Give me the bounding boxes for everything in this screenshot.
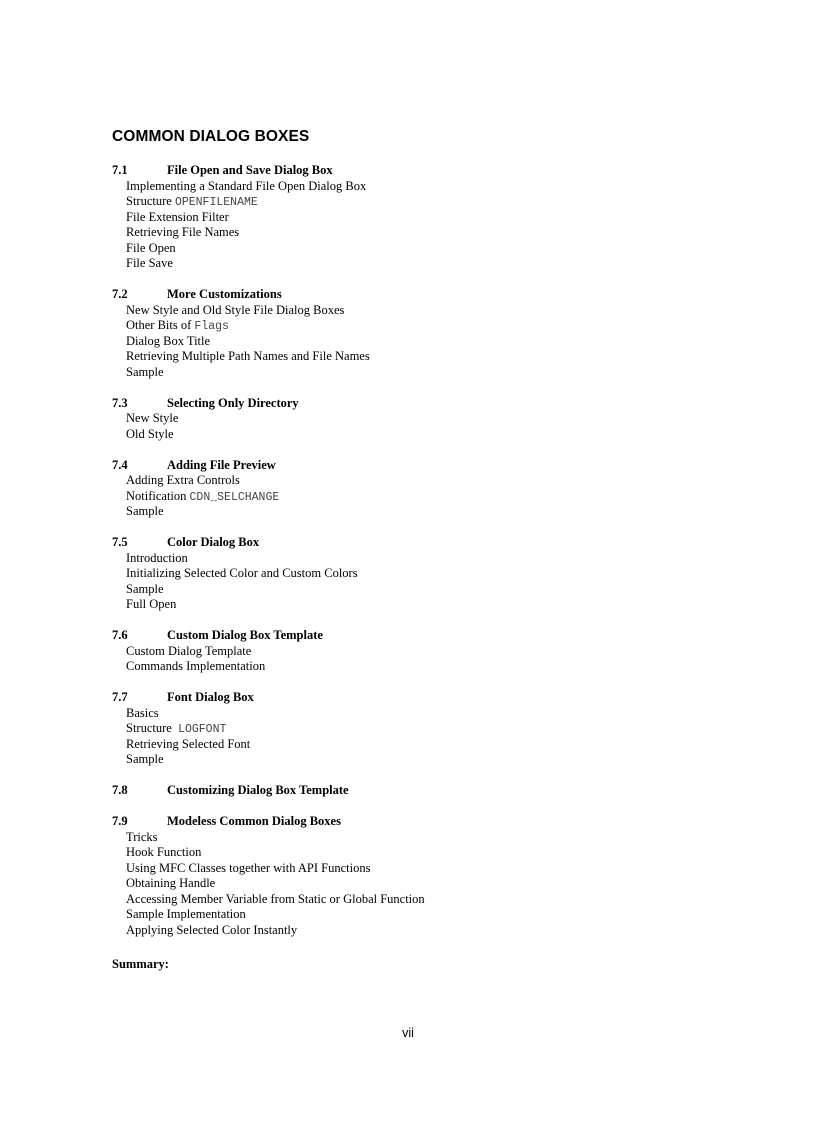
section-number: 7.9 <box>112 814 128 828</box>
subsection-item <box>126 256 712 272</box>
subsection-text: Using MFC Classes together with API Functions <box>126 860 371 875</box>
section-heading <box>112 814 712 830</box>
subsection-text: Sample <box>126 752 164 766</box>
subsection-text: Other Bits of <box>126 318 195 332</box>
subsection-text: Sample <box>126 364 164 379</box>
subsection-text: Applying Selected Color Instantly <box>126 922 298 937</box>
subsection-item <box>126 892 712 908</box>
subsection-text: Sample <box>126 581 164 596</box>
subsection-text: Initializing Selected Color and Custom Colors <box>126 566 358 580</box>
subsection-item <box>126 597 712 613</box>
subsection-item <box>126 210 712 226</box>
subsection-list <box>112 303 712 381</box>
section-title: Adding File Preview <box>167 457 276 472</box>
subsection-text: Custom Dialog Template <box>126 643 252 658</box>
subsection-item <box>126 194 712 210</box>
subsection-item <box>126 845 712 861</box>
section-title: File Open and Save Dialog Box <box>167 163 333 177</box>
subsection-item <box>126 504 712 520</box>
section-number: 7.8 <box>112 783 128 797</box>
subsection-item <box>126 582 712 598</box>
section-title: Color Dialog Box <box>167 535 260 549</box>
subsection-text: Retrieving Selected Font <box>126 736 251 751</box>
subsection-item <box>126 907 712 923</box>
subsection-item <box>126 876 712 892</box>
subsection-item <box>126 923 712 939</box>
section-number: 7.5 <box>112 535 128 549</box>
toc-section <box>112 163 712 272</box>
section-title: More Customizations <box>167 287 282 301</box>
section-heading <box>112 535 712 551</box>
toc-section <box>112 287 712 380</box>
subsection-text: Sample Implementation <box>126 907 246 921</box>
subsection-item <box>126 489 712 505</box>
subsection-item <box>126 644 712 660</box>
subsection-text: Commands Implementation <box>126 659 266 673</box>
subsection-item <box>126 752 712 768</box>
section-heading <box>112 783 712 799</box>
section-heading <box>112 396 712 412</box>
subsection-text: Notification <box>126 488 190 503</box>
subsection-item <box>126 179 712 195</box>
subsection-text: Adding Extra Controls <box>126 473 240 487</box>
section-number: 7.4 <box>112 457 128 472</box>
section-title: Selecting Only Directory <box>167 395 299 410</box>
subsection-item <box>126 737 712 753</box>
subsection-text: Introduction <box>126 550 188 565</box>
subsection-item <box>126 659 712 675</box>
subsection-item <box>126 566 712 582</box>
section-number: 7.3 <box>112 395 128 410</box>
subsection-item <box>126 334 712 350</box>
toc-section <box>112 814 712 938</box>
subsection-text: Sample <box>126 504 164 518</box>
section-title: Custom Dialog Box Template <box>167 628 323 642</box>
subsection-item <box>126 427 712 443</box>
section-number: 7.1 <box>112 163 128 177</box>
subsection-item <box>126 721 712 737</box>
code-identifier: Flags <box>194 320 229 333</box>
subsection-text: Structure <box>126 194 175 208</box>
chapter-title: COMMON DIALOG BOXES <box>112 128 310 145</box>
subsection-item <box>126 241 712 257</box>
toc-section <box>112 396 712 443</box>
subsection-item <box>126 318 712 334</box>
toc-section <box>112 628 712 675</box>
code-identifier: CDN_SELCHANGE <box>189 490 280 504</box>
subsection-text: File Extension Filter <box>126 209 229 224</box>
subsection-text: Dialog Box Title <box>126 333 211 348</box>
subsection-text: New Style <box>126 411 179 425</box>
section-number: 7.6 <box>112 628 128 642</box>
subsection-list <box>112 411 712 442</box>
subsection-item <box>126 303 712 319</box>
subsection-item <box>126 365 712 381</box>
subsection-item <box>126 551 712 567</box>
subsection-list <box>112 706 712 768</box>
subsection-item <box>126 349 712 365</box>
toc-section <box>112 535 712 613</box>
subsection-text: Obtaining Handle <box>126 876 216 890</box>
subsection-list <box>112 644 712 675</box>
summary-heading: Summary: <box>112 957 169 971</box>
code-identifier: LOGFONT <box>178 723 227 736</box>
subsection-text: Retrieving Multiple Path Names and File Names <box>126 349 370 363</box>
subsection-list <box>112 551 712 613</box>
section-title: Modeless Common Dialog Boxes <box>167 814 341 828</box>
subsection-list <box>112 179 712 272</box>
subsection-text: File Open <box>126 240 176 255</box>
subsection-text: Hook Function <box>126 845 202 859</box>
subsection-text: Basics <box>126 705 159 720</box>
subsection-text: Old Style <box>126 426 174 441</box>
section-title: Font Dialog Box <box>167 690 254 704</box>
subsection-item <box>126 225 712 241</box>
section-number: 7.2 <box>112 287 128 301</box>
subsection-item <box>126 411 712 427</box>
subsection-item <box>126 830 712 846</box>
section-heading <box>112 628 712 644</box>
subsection-item <box>126 861 712 877</box>
subsection-item <box>126 473 712 489</box>
toc-section <box>112 690 712 768</box>
section-heading <box>112 287 712 303</box>
subsection-text: New Style and Old Style File Dialog Boxes <box>126 302 345 317</box>
section-heading <box>112 690 712 706</box>
page-number: vii <box>402 1026 414 1040</box>
table-of-contents <box>112 163 712 954</box>
subsection-text: Tricks <box>126 829 158 844</box>
subsection-text: Structure <box>126 721 179 735</box>
subsection-list <box>112 830 712 939</box>
section-heading <box>112 458 712 474</box>
toc-section <box>112 458 712 520</box>
subsection-text: File Save <box>126 256 173 270</box>
subsection-list <box>112 473 712 520</box>
subsection-text: Full Open <box>126 597 177 611</box>
section-number: 7.7 <box>112 690 128 704</box>
subsection-text: Implementing a Standard File Open Dialog Box <box>126 178 367 193</box>
code-identifier: OPENFILENAME <box>174 196 258 209</box>
toc-section <box>112 783 712 799</box>
subsection-text: Retrieving File Names <box>126 225 240 239</box>
subsection-text: Accessing Member Variable from Static or Global Function <box>126 891 425 906</box>
subsection-item <box>126 706 712 722</box>
section-heading <box>112 163 712 179</box>
section-title: Customizing Dialog Box Template <box>167 783 349 797</box>
